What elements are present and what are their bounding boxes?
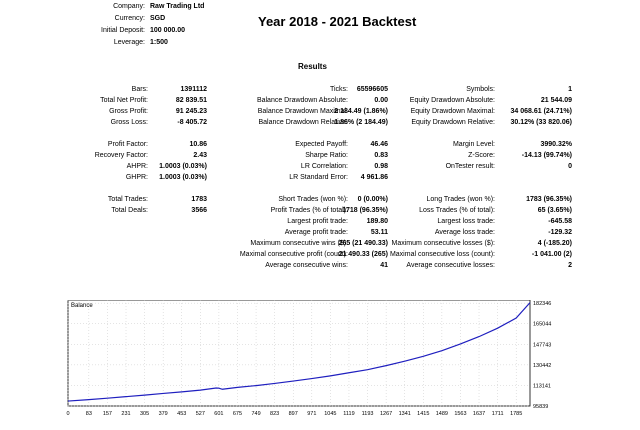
stat-value: 53.11 xyxy=(370,229,388,236)
x-tick-label: 1489 xyxy=(435,411,448,417)
stat-label: Total Net Profit: xyxy=(100,97,148,104)
stat-value: 2 184.49 (1.86%) xyxy=(334,108,388,115)
stat-label: Z-Score: xyxy=(468,152,495,159)
stat-value: 2.43 xyxy=(193,152,207,159)
chart-title: Balance xyxy=(71,303,93,309)
stat-label: OnTester result: xyxy=(445,163,495,170)
stat-value: 46.46 xyxy=(370,141,388,148)
stat-label: Ticks: xyxy=(329,86,348,93)
header-label: Initial Deposit: xyxy=(101,27,145,34)
header-value: SGD xyxy=(150,15,166,22)
header-value: 100 000.00 xyxy=(150,27,186,34)
stat-label: Gross Loss: xyxy=(110,119,148,126)
x-tick-label: 527 xyxy=(195,411,205,417)
stat-label: Average loss trade: xyxy=(434,229,495,236)
x-tick-label: 379 xyxy=(158,411,168,417)
y-tick-label: 147743 xyxy=(533,342,552,349)
stat-value: 30.12% (33 820.06) xyxy=(510,119,572,126)
stat-label: Maximal consecutive loss (count): xyxy=(389,251,495,258)
stat-value: 0.83 xyxy=(374,152,388,159)
stat-label: AHPR: xyxy=(126,163,148,170)
x-tick-label: 1563 xyxy=(454,411,467,417)
stat-label: Total Deals: xyxy=(111,207,148,214)
stat-value: 265 (21 490.33) xyxy=(338,240,388,247)
stat-value: 91 245.23 xyxy=(175,108,207,115)
stat-label: Average profit trade: xyxy=(284,229,348,236)
header-value: Raw Trading Ltd xyxy=(150,3,205,10)
chart-frame xyxy=(68,300,530,406)
y-tick-label: 165044 xyxy=(533,321,552,328)
x-tick-label: 0 xyxy=(66,411,70,417)
report-title: Year 2018 - 2021 Backtest xyxy=(258,14,417,29)
y-tick-label: 113141 xyxy=(533,383,551,390)
stat-value: 1391112 xyxy=(180,86,207,93)
stat-label: Maximum consecutive wins ($): xyxy=(250,240,348,247)
stat-value: 41 xyxy=(380,262,388,269)
stat-label: Gross Profit: xyxy=(109,108,148,115)
x-tick-label: 83 xyxy=(85,411,92,417)
stat-label: Equity Drawdown Maximal: xyxy=(410,108,495,115)
stat-value: 0 xyxy=(568,163,572,170)
stat-value: 1783 xyxy=(191,196,207,203)
stat-label: Recovery Factor: xyxy=(94,152,148,159)
stat-value: 82 839.51 xyxy=(175,97,207,104)
x-tick-label: 897 xyxy=(288,411,298,417)
stat-value: -8 405.72 xyxy=(177,119,207,126)
stat-label: Long Trades (won %): xyxy=(426,196,495,203)
stat-value: 65 (3.65%) xyxy=(537,207,572,214)
x-tick-label: 749 xyxy=(251,411,261,417)
stat-value: 21 544.09 xyxy=(540,97,572,104)
x-tick-label: 1119 xyxy=(343,411,355,417)
stat-label: Margin Level: xyxy=(452,141,495,148)
stat-label: Bars: xyxy=(131,86,148,93)
stat-label: Average consecutive losses: xyxy=(406,262,495,269)
stat-label: LR Correlation: xyxy=(300,163,348,170)
stat-value: 1.86% (2 184.49) xyxy=(334,119,388,126)
stat-label: Total Trades: xyxy=(107,196,148,203)
stat-value: 34 068.61 (24.71%) xyxy=(510,108,572,115)
stat-value: -14.13 (99.74%) xyxy=(521,152,572,159)
stat-value: 0 (0.00%) xyxy=(357,196,388,203)
stat-label: LR Standard Error: xyxy=(289,174,348,181)
stat-label: Symbols: xyxy=(466,86,495,93)
x-tick-label: 971 xyxy=(307,411,317,417)
x-tick-label: 231 xyxy=(121,411,131,417)
stat-label: Maximal consecutive profit (count): xyxy=(239,251,348,258)
x-tick-label: 823 xyxy=(270,411,280,417)
stat-label: Maximum consecutive losses ($): xyxy=(391,240,495,247)
stat-value: 21 490.33 (265) xyxy=(338,251,388,258)
x-tick-label: 1267 xyxy=(380,411,393,417)
stat-label: Balance Drawdown Relative: xyxy=(258,119,348,126)
x-tick-label: 1341 xyxy=(398,411,411,417)
stat-label: Expected Payoff: xyxy=(295,141,348,148)
stat-label: Short Trades (won %): xyxy=(278,196,348,203)
stat-value: 2 xyxy=(568,262,572,269)
stat-value: 3990.32% xyxy=(540,141,572,148)
x-tick-label: 1637 xyxy=(472,411,486,417)
stat-value: 0.00 xyxy=(374,97,388,104)
stat-label: Profit Factor: xyxy=(107,141,148,148)
stat-label: Equity Drawdown Absolute: xyxy=(409,97,495,104)
x-tick-label: 1415 xyxy=(417,411,430,417)
header-label: Currency: xyxy=(114,15,145,22)
stat-label: Largest profit trade: xyxy=(287,218,348,225)
stat-label: Profit Trades (% of total): xyxy=(270,207,348,214)
stat-label: Largest loss trade: xyxy=(437,218,495,225)
stat-value: 1 xyxy=(568,86,572,93)
x-tick-label: 453 xyxy=(177,411,187,417)
stat-label: Average consecutive wins: xyxy=(265,262,348,269)
stat-value: 1.0003 (0.03%) xyxy=(159,163,207,170)
stat-value: 1718 (96.35%) xyxy=(342,207,388,214)
stat-value: 65596605 xyxy=(356,86,388,93)
header-value: 1:500 xyxy=(150,39,168,46)
stat-value: 4 (-185.20) xyxy=(537,240,572,247)
stat-label: Equity Drawdown Relative: xyxy=(411,119,495,126)
stat-value: -129.32 xyxy=(548,229,572,236)
stat-label: Sharpe Ratio: xyxy=(305,152,348,159)
stat-label: Balance Drawdown Maximal: xyxy=(257,108,348,115)
x-tick-label: 1045 xyxy=(324,411,337,417)
x-tick-label: 157 xyxy=(102,411,113,417)
stat-value: 189.80 xyxy=(366,218,388,225)
x-tick-label: 675 xyxy=(232,411,243,417)
stat-label: Balance Drawdown Absolute: xyxy=(256,97,348,104)
x-tick-label: 601 xyxy=(214,411,224,417)
stat-value: 4 961.86 xyxy=(360,174,388,181)
stat-label: Loss Trades (% of total): xyxy=(419,207,495,214)
x-tick-label: 1785 xyxy=(510,411,523,417)
stat-value: -645.58 xyxy=(548,218,572,225)
stat-value: 3566 xyxy=(191,207,207,214)
balance-chart-svg xyxy=(66,300,566,420)
stat-value: 0.98 xyxy=(374,163,388,170)
x-tick-label: 305 xyxy=(139,411,150,417)
results-heading: Results xyxy=(298,62,327,71)
stat-value: 1783 (96.35%) xyxy=(526,196,572,203)
y-tick-label: 130442 xyxy=(533,362,552,369)
stat-value: -1 041.00 (2) xyxy=(531,251,572,258)
y-tick-label: 95839 xyxy=(533,404,549,410)
stat-value: 1.0003 (0.03%) xyxy=(159,174,207,181)
balance-chart xyxy=(66,300,566,420)
header-label: Leverage: xyxy=(113,39,145,46)
y-tick-label: 182346 xyxy=(533,301,552,308)
stat-value: 10.86 xyxy=(189,141,207,148)
stat-label: GHPR: xyxy=(125,174,148,181)
x-tick-label: 1193 xyxy=(361,411,374,417)
header-label: Company: xyxy=(113,3,145,10)
x-tick-label: 1711 xyxy=(491,411,504,417)
